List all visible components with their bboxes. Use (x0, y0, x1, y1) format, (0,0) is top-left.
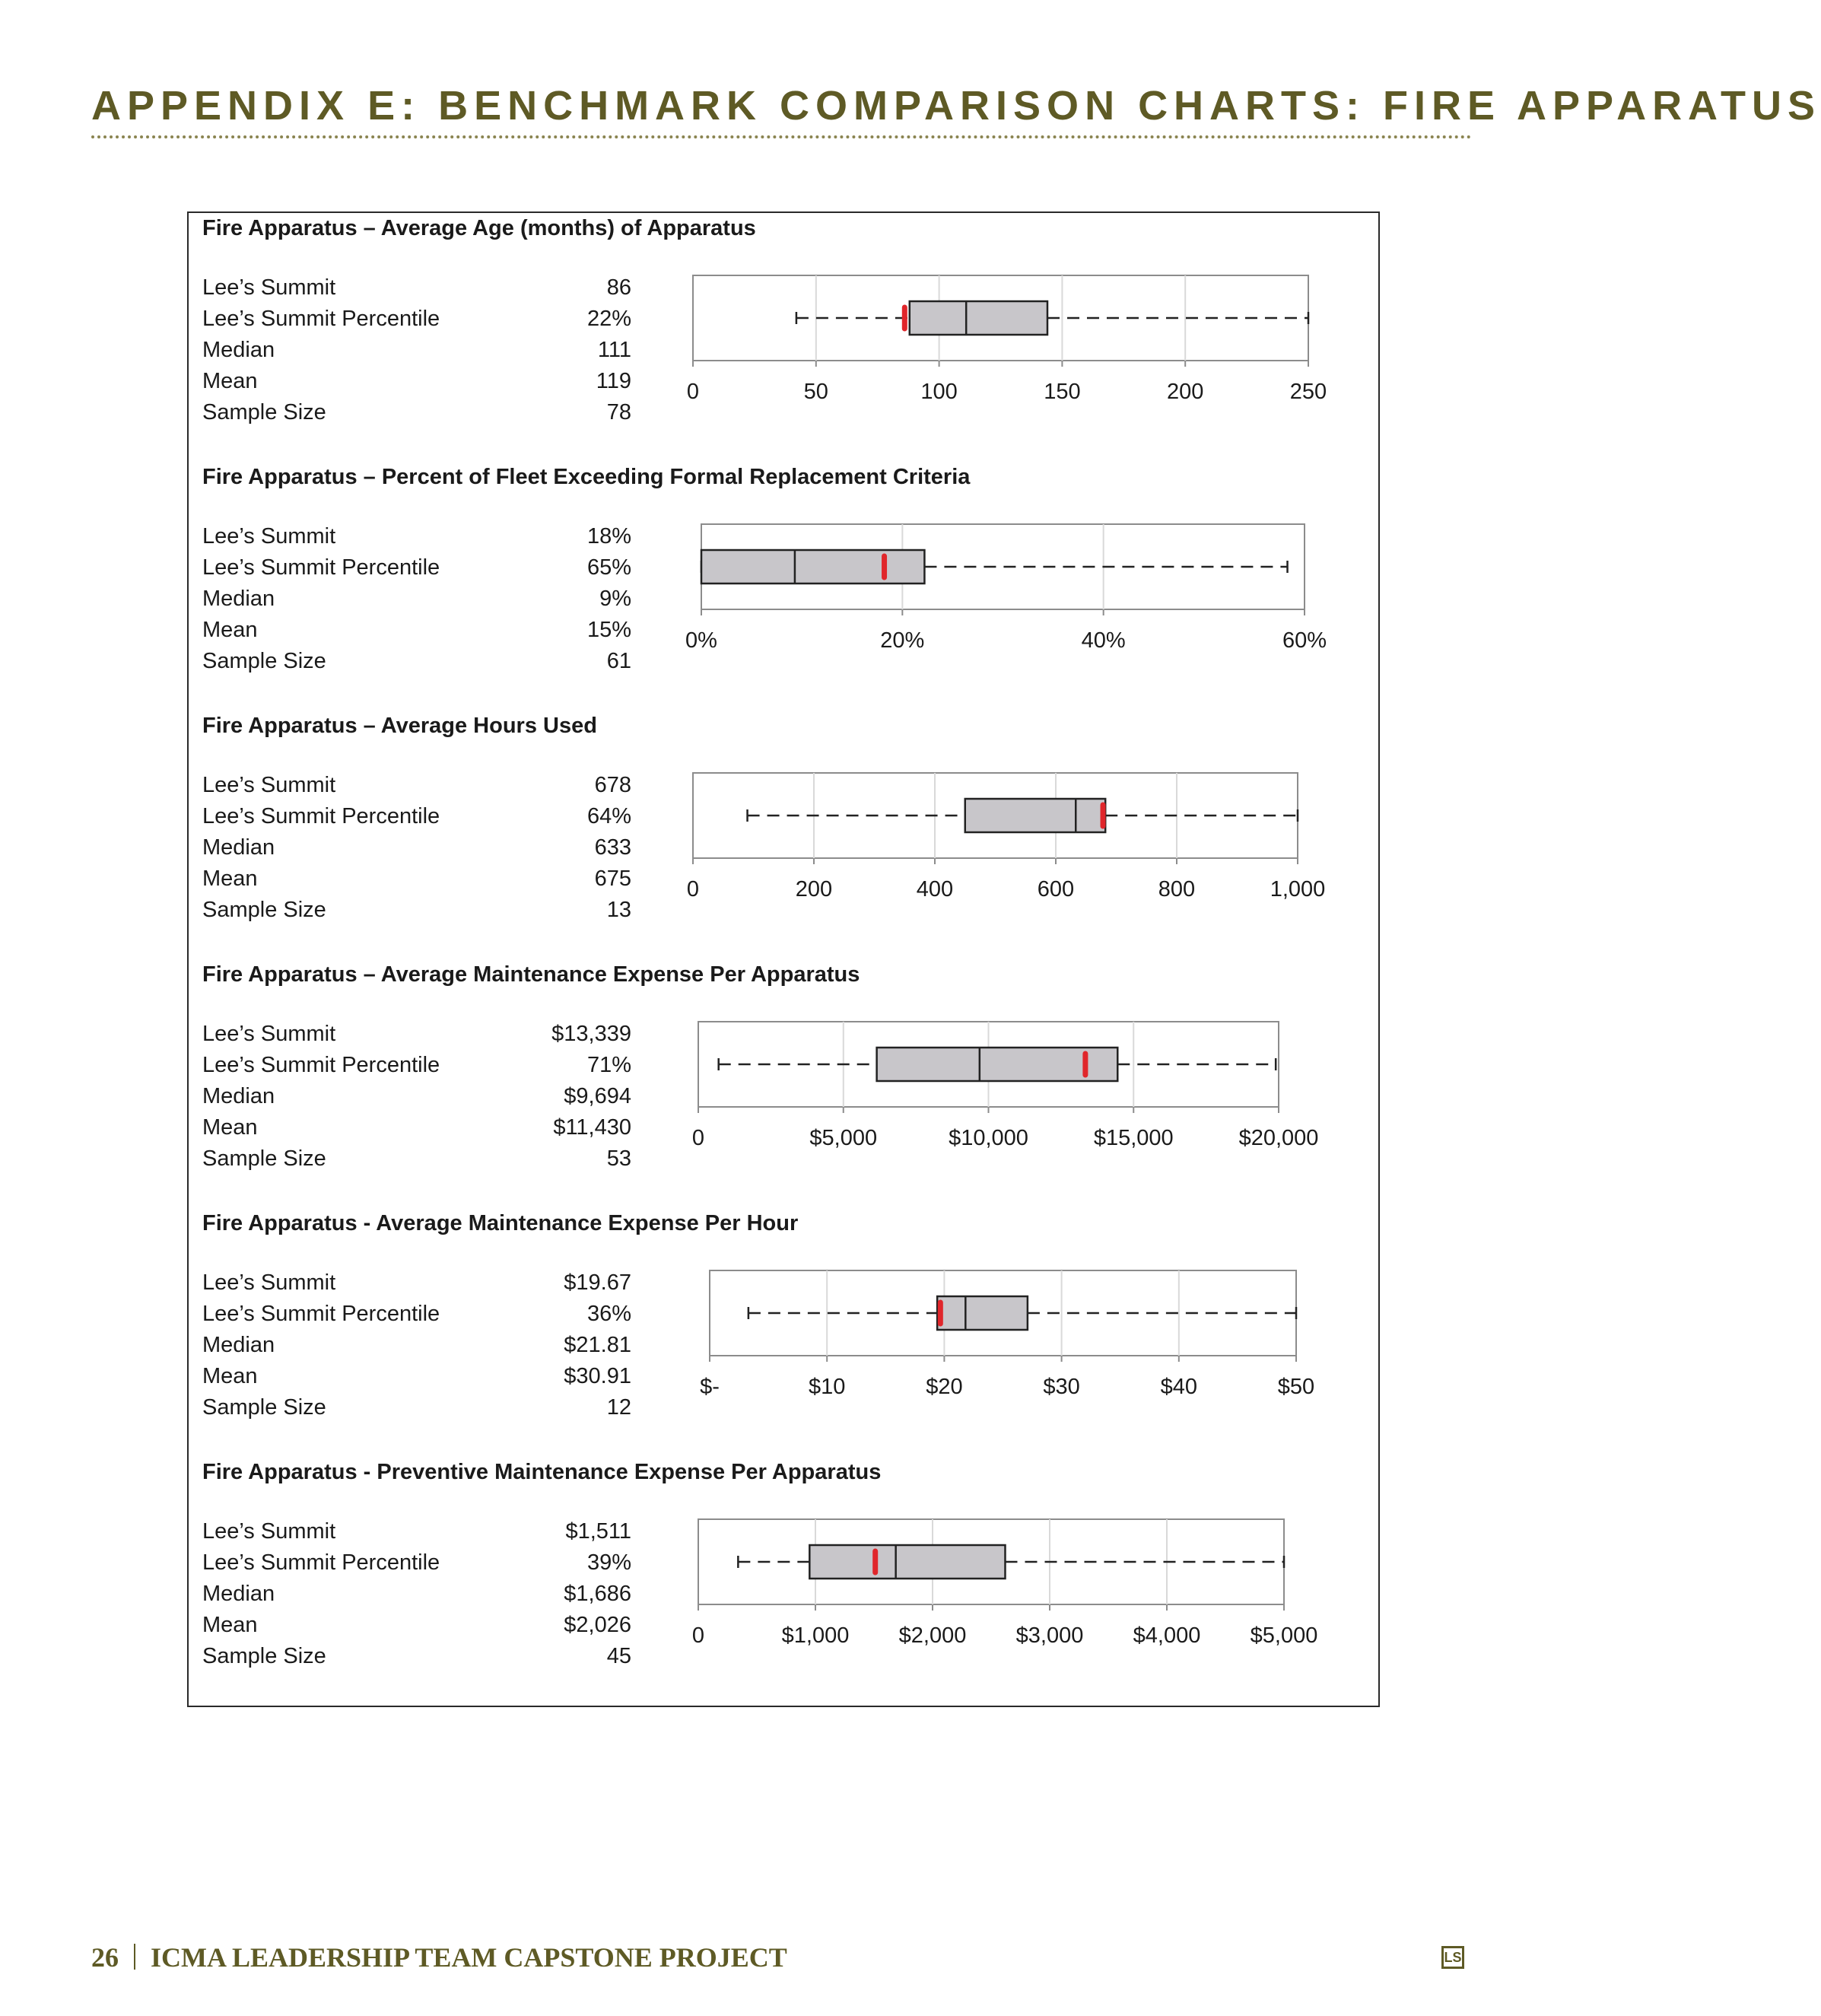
value-mean: 119 (596, 369, 631, 393)
tick-label: 200 (1167, 380, 1204, 404)
section-average-hours-used (189, 711, 1378, 960)
value-percentile: 22% (586, 307, 631, 331)
iqr-box (965, 799, 1105, 832)
label-percentile: Lee’s Summit Percentile (202, 555, 440, 580)
value-median: $21.81 (564, 1333, 631, 1357)
value-median: 111 (597, 338, 631, 362)
value-percentile: 65% (586, 555, 631, 580)
value-lees-summit: $1,511 (565, 1519, 631, 1544)
label-sample-size: Sample Size (202, 400, 326, 425)
value-lees-summit: 18% (586, 524, 631, 549)
label-mean: Mean (202, 1115, 258, 1140)
boxplot-chart (189, 711, 1378, 960)
section-percent-exceeding-criteria (189, 462, 1378, 711)
value-median: $9,694 (564, 1084, 631, 1108)
label-lees-summit: Lee’s Summit (202, 773, 336, 797)
value-sample-size: 78 (606, 400, 631, 425)
iqr-box (701, 550, 924, 583)
value-lees-summit: $13,339 (551, 1022, 631, 1046)
value-lees-summit: 86 (606, 275, 631, 300)
footer (91, 1941, 787, 1973)
label-sample-size: Sample Size (202, 898, 326, 922)
title-divider (91, 135, 1472, 138)
label-median: Median (202, 587, 275, 611)
label-lees-summit: Lee’s Summit (202, 1519, 336, 1544)
label-percentile: Lee’s Summit Percentile (202, 804, 440, 828)
label-sample-size: Sample Size (202, 1644, 326, 1668)
tick-label: $5,000 (1250, 1623, 1318, 1648)
label-sample-size: Sample Size (202, 1146, 326, 1171)
tick-label: 20% (880, 628, 925, 653)
label-median: Median (202, 835, 275, 860)
label-sample-size: Sample Size (202, 649, 326, 673)
label-mean: Mean (202, 1613, 258, 1637)
tick-label: 60% (1282, 628, 1327, 653)
value-median: $1,686 (564, 1582, 631, 1606)
tick-label: 40% (1081, 628, 1126, 653)
value-lees-summit: $19.67 (564, 1270, 631, 1295)
iqr-box (937, 1296, 1028, 1330)
tick-label: $15,000 (1093, 1126, 1174, 1150)
label-percentile: Lee’s Summit Percentile (202, 1302, 440, 1326)
section-title: Fire Apparatus – Average Age (months) of Apparatus (202, 216, 756, 240)
section-maintenance-expense-per-apparatus (189, 959, 1378, 1209)
tick-label: $50 (1277, 1375, 1315, 1399)
value-sample-size: 45 (606, 1644, 631, 1668)
boxplot-chart (189, 462, 1378, 711)
value-percentile: 39% (586, 1550, 631, 1575)
tick-label: 100 (920, 380, 958, 404)
label-mean: Mean (202, 1364, 258, 1388)
tick-label: $- (700, 1375, 720, 1399)
value-mean: 675 (594, 866, 631, 891)
label-median: Median (202, 1084, 275, 1108)
tick-label: 1,000 (1270, 877, 1326, 901)
value-sample-size: 13 (606, 898, 631, 922)
tick-label: 600 (1037, 877, 1075, 901)
tick-label: 50 (803, 380, 828, 404)
iqr-box (910, 301, 1047, 335)
label-mean: Mean (202, 866, 258, 891)
tick-label: 150 (1044, 380, 1081, 404)
label-median: Median (202, 1333, 275, 1357)
value-mean: $2,026 (564, 1613, 631, 1637)
section-average-age (189, 213, 1378, 463)
ls-logo-icon: LS (1441, 1946, 1464, 1969)
label-percentile: Lee’s Summit Percentile (202, 1550, 440, 1575)
label-sample-size: Sample Size (202, 1395, 326, 1420)
label-lees-summit: Lee’s Summit (202, 275, 336, 300)
section-title: Fire Apparatus - Preventive Maintenance Expense Per Apparatus (202, 1460, 882, 1484)
label-median: Median (202, 1582, 275, 1606)
section-preventive-maintenance-expense (189, 1457, 1378, 1706)
tick-label: 0 (691, 1126, 705, 1150)
boxplot-chart (189, 959, 1378, 1209)
tick-label: $2,000 (898, 1623, 967, 1648)
tick-label: $1,000 (781, 1623, 850, 1648)
label-median: Median (202, 338, 275, 362)
tick-label: 400 (916, 877, 954, 901)
label-mean: Mean (202, 369, 258, 393)
benchmark-panel (187, 211, 1380, 1707)
value-percentile: 71% (586, 1053, 631, 1077)
section-title: Fire Apparatus – Percent of Fleet Exceeding Formal Replacement Criteria (202, 465, 971, 489)
value-mean: $30.91 (564, 1364, 631, 1388)
boxplot-chart (189, 1457, 1378, 1706)
tick-label: $40 (1160, 1375, 1197, 1399)
iqr-box (877, 1048, 1118, 1081)
label-lees-summit: Lee’s Summit (202, 1270, 336, 1295)
tick-label: $20 (926, 1375, 963, 1399)
section-title: Fire Apparatus – Average Maintenance Expense Per Apparatus (202, 962, 860, 987)
value-sample-size: 53 (606, 1146, 631, 1171)
page-title: APPENDIX E: BENCHMARK COMPARISON CHARTS: FIRE APPARATUS (91, 83, 1821, 129)
value-median: 633 (594, 835, 631, 860)
tick-label: $10 (809, 1375, 846, 1399)
footer-title: ICMA LEADERSHIP TEAM CAPSTONE PROJECT (151, 1942, 787, 1973)
value-sample-size: 61 (606, 649, 631, 673)
value-percentile: 36% (586, 1302, 631, 1326)
section-title: Fire Apparatus - Average Maintenance Expense Per Hour (202, 1211, 799, 1235)
footer-page-number: 26 (91, 1942, 119, 1973)
value-mean: 15% (586, 618, 631, 642)
tick-label: 200 (795, 877, 833, 901)
label-percentile: Lee’s Summit Percentile (202, 307, 440, 331)
tick-label: $10,000 (949, 1126, 1028, 1150)
boxplot-chart (189, 213, 1378, 463)
section-maintenance-expense-per-hour (189, 1208, 1378, 1458)
footer-separator (134, 1944, 135, 1970)
boxplot-chart (189, 1208, 1378, 1458)
tick-label: 0 (691, 1623, 705, 1648)
value-percentile: 64% (586, 804, 631, 828)
section-title: Fire Apparatus – Average Hours Used (202, 714, 597, 738)
tick-label: $5,000 (809, 1126, 878, 1150)
iqr-box (809, 1545, 1005, 1579)
value-median: 9% (599, 587, 631, 611)
label-percentile: Lee’s Summit Percentile (202, 1053, 440, 1077)
value-lees-summit: 678 (594, 773, 631, 797)
value-sample-size: 12 (606, 1395, 631, 1420)
tick-label: 0% (685, 628, 717, 653)
label-mean: Mean (202, 618, 258, 642)
label-lees-summit: Lee’s Summit (202, 524, 336, 549)
value-mean: $11,430 (553, 1115, 631, 1140)
tick-label: $4,000 (1133, 1623, 1201, 1648)
tick-label: 0 (686, 380, 700, 404)
tick-label: $30 (1043, 1375, 1080, 1399)
tick-label: $3,000 (1015, 1623, 1084, 1648)
tick-label: 800 (1158, 877, 1196, 901)
tick-label: 250 (1289, 380, 1327, 404)
tick-label: $20,000 (1238, 1126, 1319, 1150)
label-lees-summit: Lee’s Summit (202, 1022, 336, 1046)
tick-label: 0 (686, 877, 700, 901)
